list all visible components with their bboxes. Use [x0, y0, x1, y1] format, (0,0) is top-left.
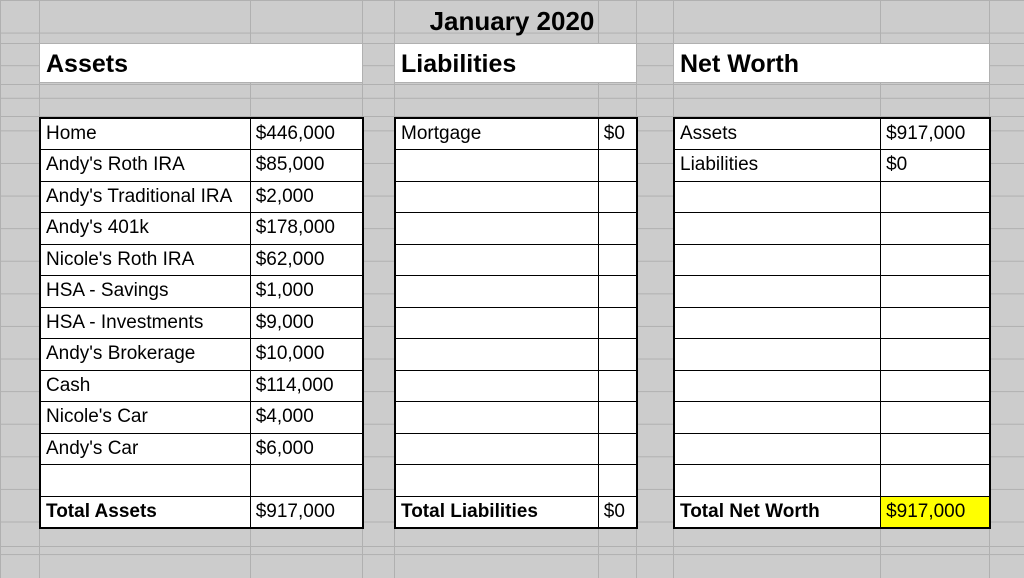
- net-worth-value-cell[interactable]: [881, 433, 990, 465]
- asset-value-cell[interactable]: $1,000: [250, 276, 363, 308]
- asset-value-cell[interactable]: [250, 465, 363, 497]
- net-worth-value-cell[interactable]: [881, 339, 990, 371]
- net-worth-value-cell[interactable]: [881, 465, 990, 497]
- liability-value-cell[interactable]: [598, 276, 637, 308]
- net-worth-value-cell[interactable]: [881, 402, 990, 434]
- asset-value-cell[interactable]: $62,000: [250, 244, 363, 276]
- net-worth-label-cell[interactable]: [674, 181, 881, 213]
- net-worth-label-cell[interactable]: [674, 276, 881, 308]
- asset-label-cell[interactable]: Andy's 401k: [40, 213, 250, 245]
- asset-label-cell[interactable]: HSA - Savings: [40, 276, 250, 308]
- net-worth-row: [674, 118, 990, 150]
- liability-row: [395, 433, 637, 465]
- liability-label-cell[interactable]: [395, 307, 598, 339]
- liability-label-cell[interactable]: [395, 433, 598, 465]
- net-worth-row: [674, 402, 990, 434]
- asset-value-cell[interactable]: $9,000: [250, 307, 363, 339]
- assets-table: [39, 117, 364, 529]
- net-worth-header[interactable]: Net Worth: [673, 43, 990, 83]
- total-assets-label[interactable]: Total Assets: [40, 496, 250, 528]
- liability-label-cell[interactable]: [395, 213, 598, 245]
- net-worth-label-cell[interactable]: Assets: [674, 118, 881, 150]
- asset-value-cell[interactable]: $85,000: [250, 150, 363, 182]
- net-worth-label-cell[interactable]: [674, 402, 881, 434]
- total-assets-value[interactable]: $917,000: [250, 496, 363, 528]
- asset-label-cell[interactable]: Home: [40, 118, 250, 150]
- net-worth-row: [674, 213, 990, 245]
- liability-row: [395, 402, 637, 434]
- asset-value-cell[interactable]: $114,000: [250, 370, 363, 402]
- liability-value-cell[interactable]: [598, 244, 637, 276]
- net-worth-label-cell[interactable]: Liabilities: [674, 150, 881, 182]
- liability-row: [395, 307, 637, 339]
- total-liabilities-value[interactable]: $0: [598, 496, 637, 528]
- liability-label-cell[interactable]: [395, 402, 598, 434]
- asset-row: [40, 307, 363, 339]
- net-worth-value-cell[interactable]: [881, 181, 990, 213]
- net-worth-value-cell[interactable]: [881, 370, 990, 402]
- liability-value-cell[interactable]: [598, 402, 637, 434]
- asset-label-cell[interactable]: Cash: [40, 370, 250, 402]
- liability-value-cell[interactable]: [598, 370, 637, 402]
- liability-value-cell[interactable]: [598, 213, 637, 245]
- liability-row: [395, 244, 637, 276]
- asset-value-cell[interactable]: $2,000: [250, 181, 363, 213]
- sheet-title: January 2020: [429, 6, 595, 36]
- liability-value-cell[interactable]: [598, 465, 637, 497]
- net-worth-total-row: [674, 496, 990, 528]
- liability-value-cell[interactable]: [598, 433, 637, 465]
- net-worth-label-cell[interactable]: [674, 213, 881, 245]
- liability-value-cell[interactable]: [598, 150, 637, 182]
- liability-row: [395, 276, 637, 308]
- liability-label-cell[interactable]: [395, 339, 598, 371]
- asset-label-cell[interactable]: Andy's Car: [40, 433, 250, 465]
- net-worth-value-cell[interactable]: $917,000: [881, 118, 990, 150]
- net-worth-row: [674, 370, 990, 402]
- liability-label-cell[interactable]: [395, 465, 598, 497]
- liability-row: [395, 181, 637, 213]
- net-worth-row: [674, 307, 990, 339]
- liabilities-total-row: [395, 496, 637, 528]
- net-worth-value-cell[interactable]: [881, 244, 990, 276]
- net-worth-row: [674, 150, 990, 182]
- asset-row: [40, 244, 363, 276]
- net-worth-value-cell[interactable]: [881, 307, 990, 339]
- net-worth-row: [674, 339, 990, 371]
- total-net-worth-value[interactable]: $917,000: [881, 496, 990, 528]
- asset-value-cell[interactable]: $4,000: [250, 402, 363, 434]
- asset-row: [40, 402, 363, 434]
- asset-value-cell[interactable]: $446,000: [250, 118, 363, 150]
- liability-label-cell[interactable]: [395, 370, 598, 402]
- total-net-worth-label[interactable]: Total Net Worth: [674, 496, 881, 528]
- liability-value-cell[interactable]: [598, 181, 637, 213]
- net-worth-value-cell[interactable]: [881, 276, 990, 308]
- asset-value-cell[interactable]: $10,000: [250, 339, 363, 371]
- asset-row: [40, 370, 363, 402]
- liability-label-cell[interactable]: [395, 181, 598, 213]
- liabilities-table: [394, 117, 638, 529]
- net-worth-value-cell[interactable]: $0: [881, 150, 990, 182]
- total-liabilities-label[interactable]: Total Liabilities: [395, 496, 598, 528]
- liabilities-header[interactable]: Liabilities: [394, 43, 637, 83]
- liability-row: [395, 118, 637, 150]
- net-worth-value-cell[interactable]: [881, 213, 990, 245]
- assets-header[interactable]: Assets: [39, 43, 363, 83]
- asset-label-cell[interactable]: Andy's Roth IRA: [40, 150, 250, 182]
- asset-row: [40, 213, 363, 245]
- net-worth-label-cell[interactable]: [674, 339, 881, 371]
- asset-row: [40, 150, 363, 182]
- net-worth-table: [673, 117, 991, 529]
- asset-label-cell[interactable]: [40, 465, 250, 497]
- liability-value-cell[interactable]: [598, 339, 637, 371]
- net-worth-label-cell[interactable]: [674, 370, 881, 402]
- net-worth-label-cell[interactable]: [674, 307, 881, 339]
- net-worth-row: [674, 244, 990, 276]
- asset-row: [40, 181, 363, 213]
- liability-label-cell[interactable]: [395, 276, 598, 308]
- asset-row: [40, 118, 363, 150]
- asset-value-cell[interactable]: $178,000: [250, 213, 363, 245]
- asset-row: [40, 339, 363, 371]
- liability-row: [395, 339, 637, 371]
- net-worth-label-cell[interactable]: [674, 244, 881, 276]
- net-worth-row: [674, 276, 990, 308]
- asset-row: [40, 465, 363, 497]
- asset-label-cell[interactable]: Andy's Brokerage: [40, 339, 250, 371]
- asset-value-cell[interactable]: $6,000: [250, 433, 363, 465]
- asset-label-cell[interactable]: Nicole's Car: [40, 402, 250, 434]
- liability-row: [395, 465, 637, 497]
- liability-label-cell[interactable]: [395, 244, 598, 276]
- liability-value-cell[interactable]: [598, 307, 637, 339]
- net-worth-label-cell[interactable]: [674, 465, 881, 497]
- liability-row: [395, 213, 637, 245]
- asset-row: [40, 276, 363, 308]
- net-worth-row: [674, 181, 990, 213]
- liability-label-cell[interactable]: [395, 150, 598, 182]
- liability-row: [395, 370, 637, 402]
- net-worth-row: [674, 465, 990, 497]
- asset-label-cell[interactable]: Nicole's Roth IRA: [40, 244, 250, 276]
- liability-row: [395, 150, 637, 182]
- liability-label-cell[interactable]: Mortgage: [395, 118, 598, 150]
- asset-label-cell[interactable]: HSA - Investments: [40, 307, 250, 339]
- asset-label-cell[interactable]: Andy's Traditional IRA: [40, 181, 250, 213]
- net-worth-row: [674, 433, 990, 465]
- net-worth-label-cell[interactable]: [674, 433, 881, 465]
- assets-total-row: [40, 496, 363, 528]
- liability-value-cell[interactable]: $0: [598, 118, 637, 150]
- asset-row: [40, 433, 363, 465]
